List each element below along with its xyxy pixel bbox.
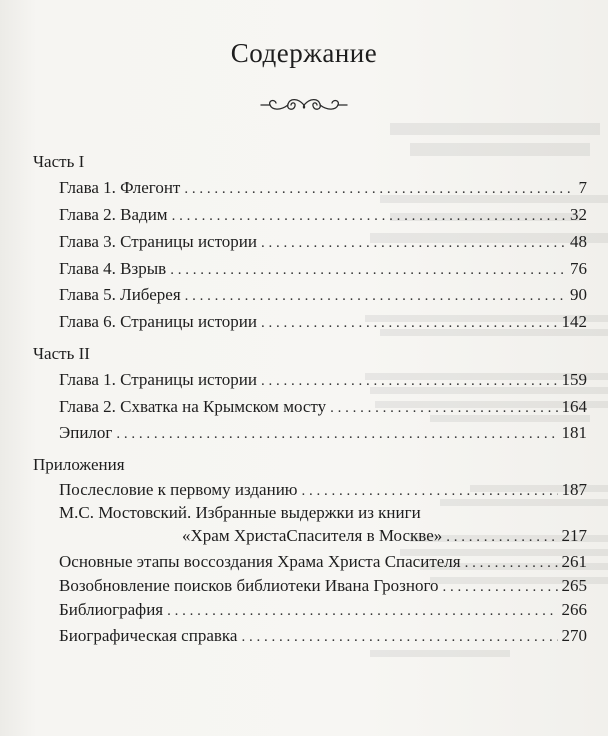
dot-leader [184, 178, 574, 200]
entry-page: 142 [561, 312, 587, 331]
dot-leader [443, 576, 558, 598]
entry-page: 159 [561, 370, 587, 389]
dot-leader [465, 552, 558, 574]
entry-page: 270 [561, 626, 587, 645]
toc-entry[interactable] [182, 525, 587, 548]
entry-title: Библиография [59, 600, 164, 619]
toc-entry[interactable] [59, 479, 587, 502]
entry-page: 76 [570, 259, 587, 278]
dot-leader [261, 312, 558, 334]
part-1-heading: Часть I [33, 152, 85, 171]
dot-leader [170, 259, 566, 281]
entry-page: 48 [570, 232, 587, 251]
entry-page: 187 [561, 480, 587, 499]
toc-entry[interactable] [59, 625, 587, 648]
toc-entry[interactable] [59, 422, 587, 445]
entry-page: 32 [570, 205, 587, 224]
entry-title: Глава 4. Взрыв [59, 259, 167, 278]
entry-title: Глава 5. Либерея [59, 285, 181, 304]
toc-entry[interactable] [59, 231, 587, 254]
entry-page: 265 [561, 576, 587, 595]
entry-title: Глава 1. Флегонт [59, 178, 181, 197]
entry-title: Основные этапы воссоздания Храма Христа Спасителя [59, 552, 461, 571]
toc-entry[interactable] [59, 177, 587, 200]
entry-title: Глава 2. Схватка на Крымском мосту [59, 397, 327, 416]
toc-entry[interactable] [59, 204, 587, 227]
dot-leader [261, 232, 566, 254]
appendix-heading: Приложения [33, 455, 125, 474]
entry-page: 261 [561, 552, 587, 571]
toc-entry[interactable] [59, 599, 587, 622]
entry-title: Глава 3. Страницы истории [59, 232, 257, 251]
entry-title: Глава 1. Страницы истории [59, 370, 257, 389]
page-title: Содержание [230, 38, 378, 68]
entry-page: 217 [561, 526, 587, 545]
entry-title-line1[interactable]: М.С. Мостовский. Избранные выдержки из книги [59, 503, 421, 522]
toc-entry[interactable] [59, 551, 587, 574]
part-2-heading: Часть II [33, 344, 90, 363]
entry-page: 266 [561, 600, 587, 619]
dot-leader [167, 600, 557, 622]
entry-title: Глава 6. Страницы истории [59, 312, 257, 331]
dot-leader [446, 526, 557, 548]
dot-leader [330, 397, 557, 419]
dot-leader [116, 423, 557, 445]
entry-page: 181 [561, 423, 587, 442]
entry-title: Возобновление поисков библиотеки Ивана Грозного [59, 576, 439, 595]
toc-entry[interactable] [59, 284, 587, 307]
toc-entry[interactable] [59, 575, 587, 598]
entry-title: Биографическая справка [59, 626, 238, 645]
dot-leader [241, 626, 557, 648]
dot-leader [185, 285, 566, 307]
entry-page: 90 [570, 285, 587, 304]
entry-title-line2: «Храм ХристаСпасителя в Москве» [182, 526, 443, 545]
entry-title: Эпилог [59, 423, 113, 442]
dot-leader [261, 370, 558, 392]
entry-page: 7 [578, 178, 587, 197]
dot-leader [172, 205, 566, 227]
toc-entry[interactable] [59, 311, 587, 334]
toc-entry[interactable] [59, 369, 587, 392]
entry-title: Послесловие к первому изданию [59, 480, 298, 499]
dot-leader [302, 480, 558, 502]
entry-title: Глава 2. Вадим [59, 205, 168, 224]
entry-page: 164 [561, 397, 587, 416]
toc-entry[interactable] [59, 396, 587, 419]
toc-entry[interactable] [59, 258, 587, 281]
